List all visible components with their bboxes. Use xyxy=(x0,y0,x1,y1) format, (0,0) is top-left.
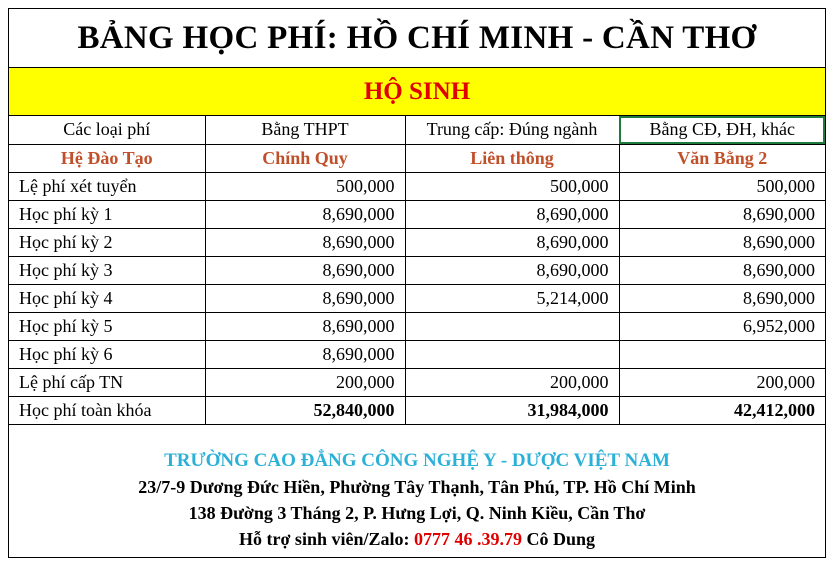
total-value-chinh-quy[interactable]: 52,840,000 xyxy=(205,396,405,424)
cell-value[interactable]: 200,000 xyxy=(619,368,825,396)
total-value-lien-thong[interactable]: 31,984,000 xyxy=(405,396,619,424)
table-row xyxy=(9,340,825,368)
header-cell-cd-dh-selected[interactable] xyxy=(619,116,825,144)
address-can-tho: 138 Đường 3 Tháng 2, P. Hưng Lợi, Q. Ninh Kiều, Cần Thơ xyxy=(188,503,646,523)
footer xyxy=(9,437,825,557)
row-label[interactable]: Học phí kỳ 6 xyxy=(9,340,205,368)
program-row xyxy=(9,144,825,172)
sheet-title: BẢNG HỌC PHÍ: HỒ CHÍ MINH - CẦN THƠ xyxy=(77,19,757,56)
total-row xyxy=(9,396,825,424)
cell-value[interactable]: 8,690,000 xyxy=(205,312,405,340)
cell-value[interactable]: 8,690,000 xyxy=(405,228,619,256)
support-contact: Cô Dung xyxy=(521,529,595,549)
cell-value[interactable]: 200,000 xyxy=(205,368,405,396)
cell-value[interactable] xyxy=(405,340,619,368)
cell-value[interactable]: 8,690,000 xyxy=(619,200,825,228)
cell-value[interactable]: 8,690,000 xyxy=(205,200,405,228)
cell-value[interactable]: 8,690,000 xyxy=(205,340,405,368)
table-row xyxy=(9,368,825,396)
header-row xyxy=(9,116,825,144)
fee-sheet xyxy=(8,8,826,558)
row-label[interactable]: Học phí kỳ 1 xyxy=(9,200,205,228)
fill-handle[interactable] xyxy=(823,142,825,145)
table-row xyxy=(9,284,825,312)
cell-value[interactable]: 8,690,000 xyxy=(205,228,405,256)
program-cell-label[interactable]: Hệ Đào Tạo xyxy=(9,144,205,172)
row-label[interactable]: Học phí kỳ 3 xyxy=(9,256,205,284)
cell-value[interactable]: 500,000 xyxy=(205,172,405,200)
table-row xyxy=(9,228,825,256)
row-label[interactable]: Học phí kỳ 2 xyxy=(9,228,205,256)
total-value-van-bang-2[interactable]: 42,412,000 xyxy=(619,396,825,424)
header-cell-fee-types[interactable]: Các loại phí xyxy=(9,116,205,144)
program-cell-van-bang-2[interactable]: Văn Bằng 2 xyxy=(619,144,825,172)
cell-value[interactable]: 8,690,000 xyxy=(405,256,619,284)
cell-value[interactable]: 8,690,000 xyxy=(619,284,825,312)
header-cell-cd-dh-label: Bằng CĐ, ĐH, khác xyxy=(649,119,795,140)
program-cell-chinh-quy[interactable]: Chính Quy xyxy=(205,144,405,172)
program-cell-lien-thong[interactable]: Liên thông xyxy=(405,144,619,172)
fee-table xyxy=(9,116,825,425)
cell-value[interactable]: 200,000 xyxy=(405,368,619,396)
cell-value[interactable]: 5,214,000 xyxy=(405,284,619,312)
cell-value[interactable]: 500,000 xyxy=(619,172,825,200)
table-row xyxy=(9,312,825,340)
sheet-subtitle: HỘ SINH xyxy=(9,67,825,116)
school-name: TRƯỜNG CAO ĐẲNG CÔNG NGHỆ Y - DƯỢC VIỆT NAM xyxy=(164,450,670,471)
cell-value[interactable] xyxy=(405,312,619,340)
row-label[interactable]: Lệ phí xét tuyển xyxy=(9,172,205,200)
support-label: Hỗ trợ sinh viên/Zalo: xyxy=(238,529,414,549)
cell-value[interactable]: 500,000 xyxy=(405,172,619,200)
cell-value[interactable]: 8,690,000 xyxy=(619,228,825,256)
address-hcm: 23/7-9 Dương Đức Hiền, Phường Tây Thạnh, Tân Phú, TP. Hồ Chí Minh xyxy=(138,477,696,497)
table-row xyxy=(9,200,825,228)
cell-value[interactable]: 8,690,000 xyxy=(205,256,405,284)
support-phone: 0777 46 .39.79 xyxy=(413,529,522,549)
table-row xyxy=(9,256,825,284)
row-label[interactable]: Học phí kỳ 4 xyxy=(9,284,205,312)
row-label[interactable]: Học phí kỳ 5 xyxy=(9,312,205,340)
cell-value[interactable] xyxy=(619,340,825,368)
total-label[interactable]: Học phí toàn khóa xyxy=(9,396,205,424)
support-line xyxy=(9,526,825,552)
row-label[interactable]: Lệ phí cấp TN xyxy=(9,368,205,396)
header-cell-thpt[interactable]: Bằng THPT xyxy=(205,116,405,144)
cell-value[interactable]: 8,690,000 xyxy=(405,200,619,228)
cell-value[interactable]: 6,952,000 xyxy=(619,312,825,340)
cell-value[interactable]: 8,690,000 xyxy=(205,284,405,312)
header-cell-trung-cap[interactable]: Trung cấp: Đúng ngành xyxy=(405,116,619,144)
table-row xyxy=(9,172,825,200)
cell-value[interactable]: 8,690,000 xyxy=(619,256,825,284)
